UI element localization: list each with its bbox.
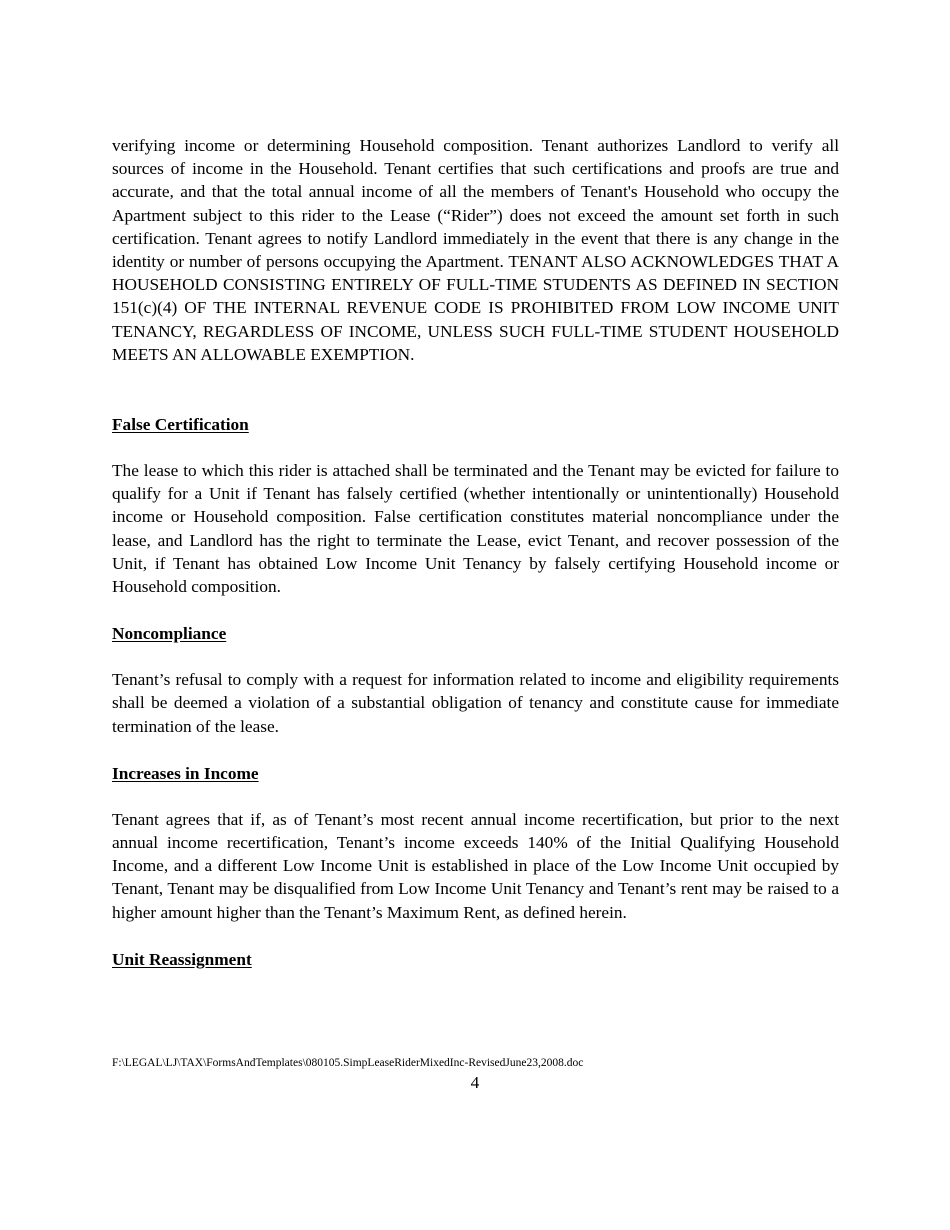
document-page (112, 134, 839, 994)
footer-file-path: F:\LEGAL\LJ\TAX\FormsAndTemplates\080105.SimpLeaseRiderMixedInc-RevisedJune23,2008.doc (112, 1057, 584, 1069)
increases-in-income-paragraph: Tenant agrees that if, as of Tenant’s most recent annual income recertification, but prior to the next annual income recertification, Tenant’s income exceeds 140% of the Initial Qualifying Household Income, and a different Low Income Unit is established in place of the Low Income Unit occupied by Tenant, Tenant may be disqualified from Low Income Unit Tenancy and Tenant’s rent may be raised to a higher amount higher than the Tenant’s Maximum Rent, as defined herein. (112, 809, 839, 922)
noncompliance-paragraph: Tenant’s refusal to comply with a request for information related to income and eligibility requirements shall be deemed a violation of a substantial obligation of tenancy and constitute cause for immediate termination of the lease. (112, 670, 839, 736)
heading-false-certification: False Certification (112, 415, 249, 435)
false-certification-paragraph: The lease to which this rider is attached shall be terminated and the Tenant may be evicted for failure to qualify for a Unit if Tenant has falsely certified (whether intentionally or unintentionally) Household income or Household composition. False certification constitutes material noncompliance under the lease, and Landlord has the right to terminate the Lease, evict Tenant, and recover possession of the Unit, if Tenant has obtained Low Income Unit Tenancy by falsely certifying Household income or Household composition. (112, 461, 839, 597)
intro-paragraph: verifying income or determining Household composition. Tenant authorizes Landlord to verify all sources of income in the Household. Tenant certifies that such certifications and proofs are true and accurate, and that the total annual income of all the members of Tenant's Household who occupy the Apartment subject to this rider to the Lease (“Rider”) does not exceed the amount set forth in such certification. Tenant agrees to notify Landlord immediately in the event that there is any change in the identity or number of persons occupying the Apartment. TENANT ALSO ACKNOWLEDGES THAT A HOUSEHOLD CONSISTING ENTIRELY OF FULL-TIME STUDENTS AS DEFINED IN SECTION 151(c)(4) OF THE INTERNAL REVENUE CODE IS PROHIBITED FROM LOW INCOME UNIT TENANCY, REGARDLESS OF INCOME, UNLESS SUCH FULL-TIME STUDENT HOUSEHOLD MEETS AN ALLOWABLE EXEMPTION. (112, 136, 839, 364)
heading-unit-reassignment: Unit Reassignment (112, 949, 252, 969)
heading-increases-in-income: Increases in Income (112, 763, 259, 783)
heading-noncompliance: Noncompliance (112, 624, 227, 644)
page-number: 4 (470, 1073, 480, 1092)
